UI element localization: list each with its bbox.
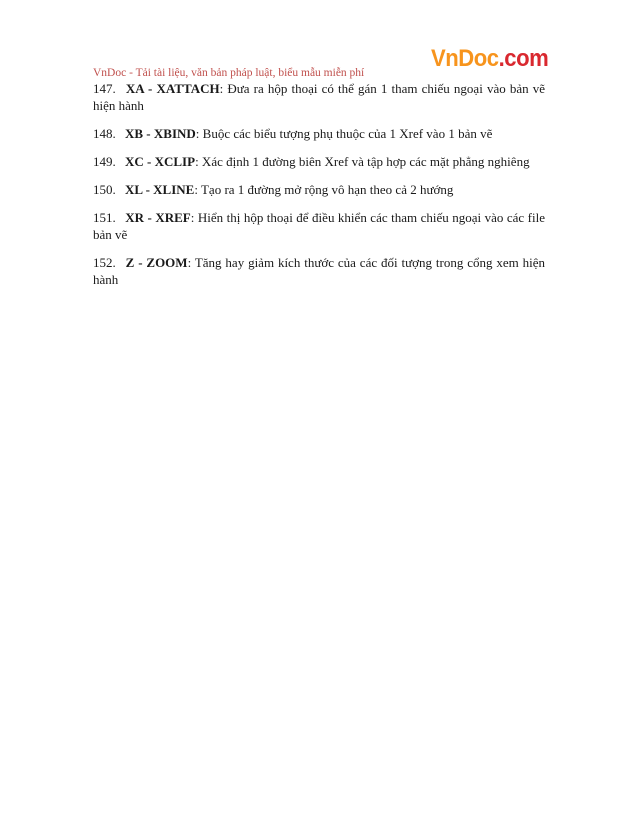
entry-command: XL - XLINE [125,182,195,197]
command-entry [93,209,545,243]
logo-domain-text: .com [498,45,549,72]
entry-description: : Tạo ra 1 đường mở rộng vô hạn theo cả 2 hướng [194,182,454,197]
logo-brand-text: VnDoc [431,45,499,72]
entry-description: : Xác định 1 đường biên Xref và tập hợp các mặt phẳng nghiêng [195,154,530,169]
vndoc-logo [431,47,548,71]
entry-number: 152. [93,255,116,270]
command-entry [93,254,545,288]
entry-command: XA - XATTACH [125,81,220,96]
command-entry [93,181,545,198]
entry-command: XB - XBIND [125,126,196,141]
entry-description: : Hiển thị hộp thoại để điều khiển các tham chiếu ngoại vào các file bản vẽ [93,210,546,242]
entry-description: : Đưa ra hộp thoại có thể gán 1 tham chiếu ngoại vào bản vẽ hiện hành [93,81,545,113]
entry-command: XC - XCLIP [125,154,196,169]
entry-number: 151. [93,210,116,225]
entry-number: 149. [93,154,116,169]
entry-number: 148. [93,126,116,141]
entry-number: 147. [93,81,116,96]
command-entry [93,153,545,170]
entry-description: : Buộc các biểu tượng phụ thuộc của 1 Xref vào 1 bản vẽ [195,126,493,141]
entry-description: : Tăng hay giảm kích thước của các đối tượng trong cổng xem hiện hành [93,255,546,287]
command-entry [93,125,545,142]
command-list [93,80,545,299]
entry-number: 150. [93,182,116,197]
header-tagline: VnDoc - Tải tài liệu, văn bản pháp luật, biểu mẫu miễn phí [93,67,365,79]
command-entry [93,80,545,114]
entry-command: XR - XREF [125,210,191,225]
entry-command: Z - ZOOM [125,255,188,270]
